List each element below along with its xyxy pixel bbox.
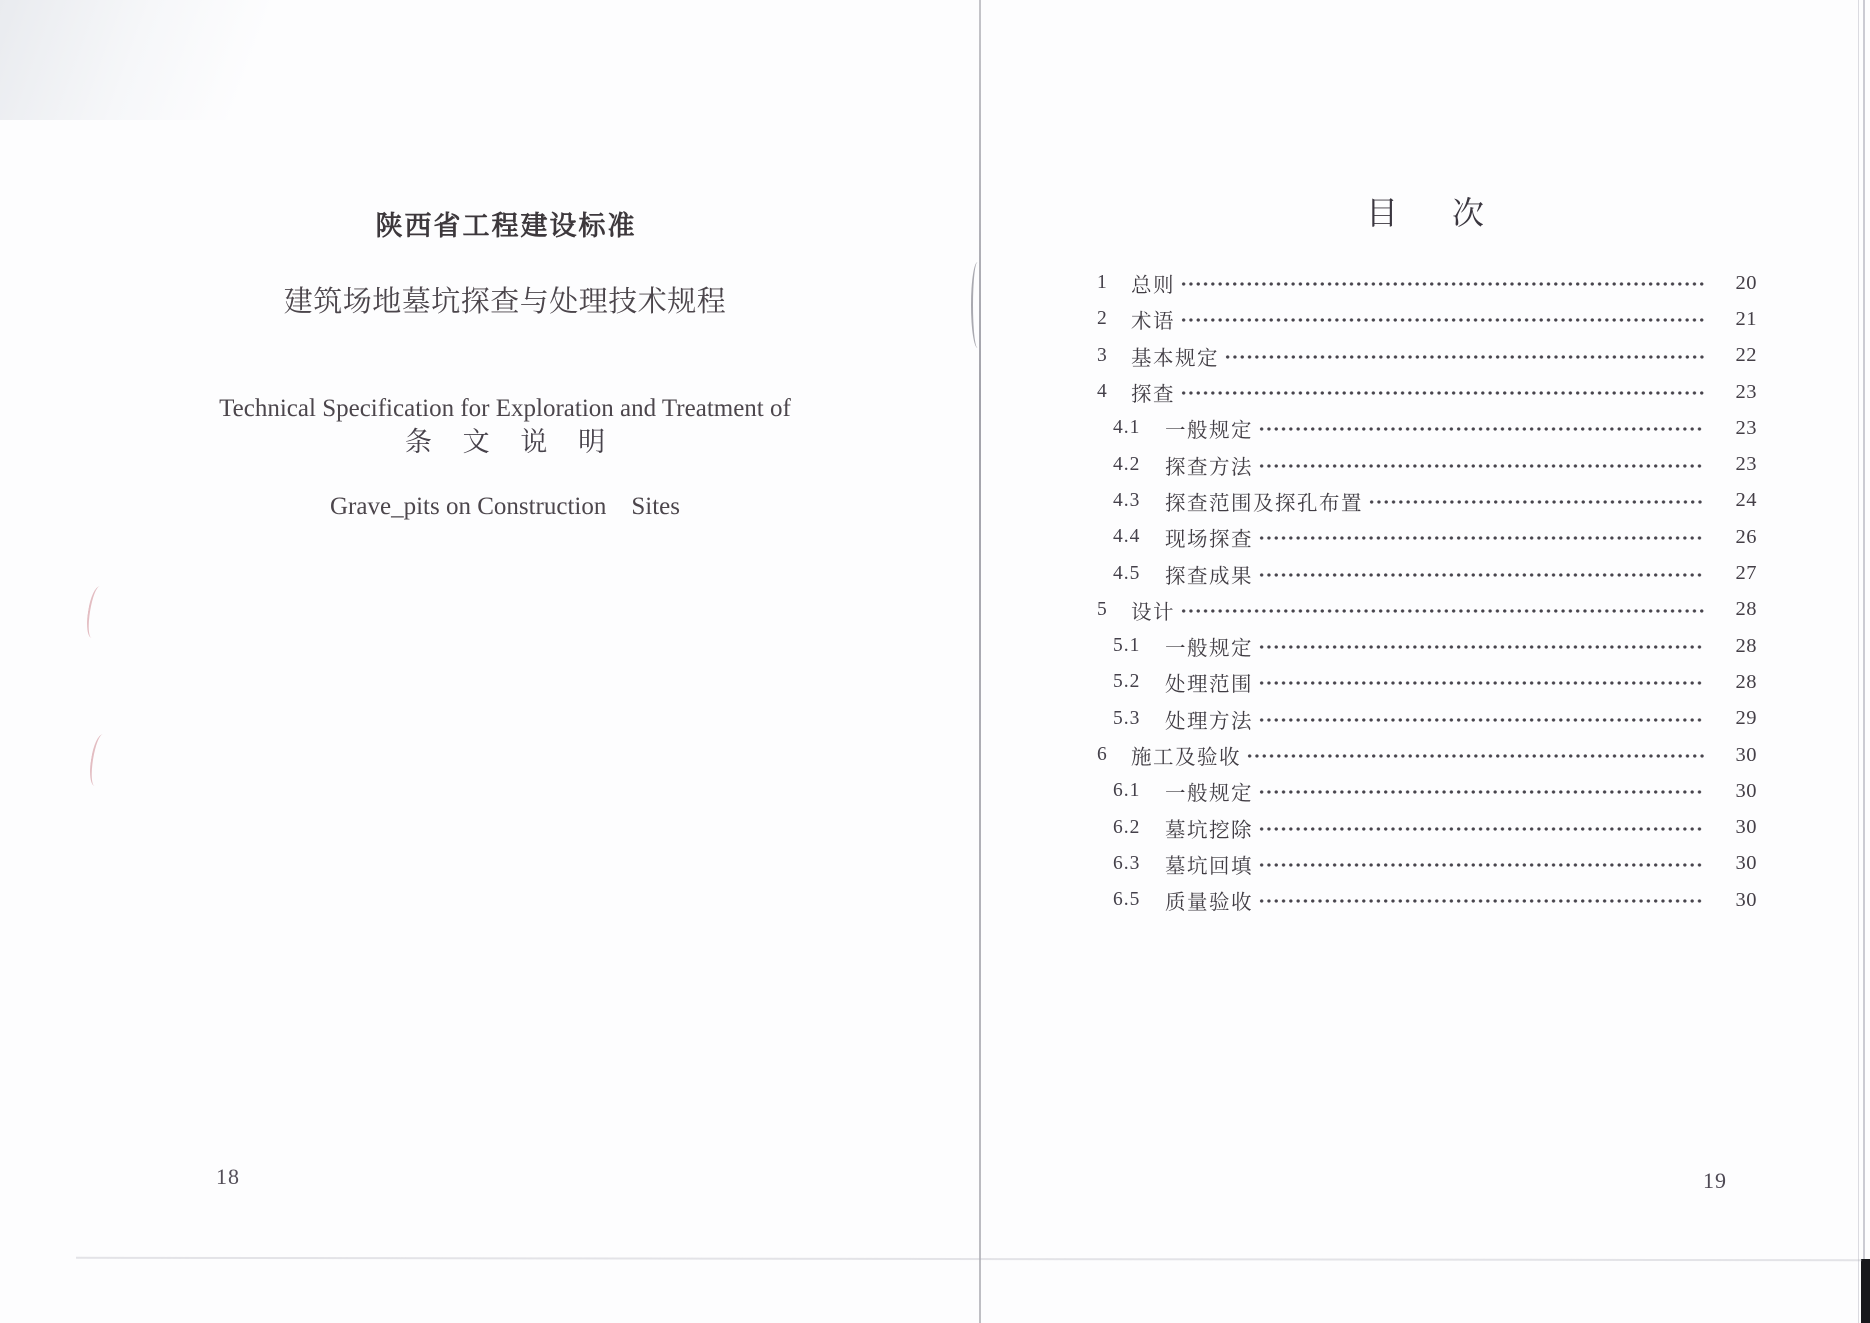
- toc-entry-number: 4.2: [1113, 453, 1141, 475]
- toc-entry-page: 30: [1735, 816, 1757, 839]
- toc-entry-number: 5.2: [1113, 671, 1141, 693]
- main-title-chinese: 建筑场地墓坑探查与处理技术规程: [283, 286, 727, 318]
- toc-entry-number: 4: [1097, 381, 1108, 403]
- toc-entry-number: 5.3: [1113, 707, 1141, 729]
- toc-entry-page: 28: [1735, 598, 1757, 621]
- toc-entry-label: 处理方法: [1165, 710, 1253, 733]
- toc-entry-label: 施工及验收: [1131, 747, 1241, 769]
- toc-entry-label: 探查方法: [1165, 456, 1253, 479]
- toc-row: [1095, 301, 1757, 337]
- toc-row: [1095, 809, 1757, 845]
- toc-entry-page: 30: [1735, 779, 1757, 802]
- toc-dot-leader: [1258, 822, 1705, 836]
- toc-row: [1095, 592, 1757, 628]
- standard-series-label: 陕西省工程建设标准: [375, 211, 637, 241]
- toc-entry-page: 22: [1735, 344, 1757, 367]
- toc-entry-page: 24: [1735, 489, 1757, 512]
- toc-row: [1095, 882, 1757, 918]
- toc-row: [1095, 773, 1757, 809]
- toc-entry-page: 30: [1735, 743, 1757, 766]
- toc-entry-page: 26: [1735, 525, 1757, 548]
- scan-corner-black: [1861, 1259, 1870, 1323]
- toc-entry-number: 1: [1097, 272, 1108, 294]
- toc-dot-leader: [1258, 713, 1705, 727]
- toc-entry-page: 23: [1735, 453, 1757, 476]
- volume-subtitle: 条 文 说 明: [404, 427, 618, 457]
- toc-row: [1095, 737, 1757, 773]
- toc-entry-number: 6.5: [1113, 889, 1141, 911]
- toc-dot-leader: [1180, 386, 1705, 400]
- toc-row: [1095, 846, 1757, 882]
- toc-entry-page: 23: [1735, 416, 1757, 439]
- toc-row: [1095, 374, 1757, 410]
- toc-row: [1095, 628, 1757, 664]
- toc-entry-label: 基本规定: [1131, 347, 1219, 370]
- right-page-number: 19: [1703, 1168, 1727, 1193]
- toc-entry-page: 27: [1735, 562, 1757, 585]
- page-edge-line: [1863, 0, 1865, 1323]
- toc-entry-number: 6.2: [1113, 816, 1141, 838]
- toc-row: [1095, 664, 1757, 700]
- toc-entry-label: 一般规定: [1165, 783, 1253, 806]
- toc-entry-label: 总则: [1131, 275, 1175, 298]
- main-title-english-line1: Technical Specification for Exploration and Treatment of: [219, 395, 791, 422]
- page-edge-line: [1858, 0, 1859, 1323]
- toc-entry-label: 质量验收: [1165, 892, 1253, 915]
- toc-entry-number: 4.3: [1113, 489, 1141, 511]
- toc-entry-number: 2: [1097, 308, 1108, 330]
- toc-dot-leader: [1258, 640, 1705, 654]
- toc-row: [1095, 555, 1757, 591]
- toc-entry-label: 设计: [1131, 601, 1175, 624]
- toc-entry-number: 5.1: [1113, 635, 1141, 657]
- toc-dot-leader: [1180, 604, 1705, 618]
- toc-entry-page: 30: [1735, 888, 1757, 911]
- toc-entry-label: 一般规定: [1165, 638, 1253, 661]
- toc-row: [1095, 446, 1757, 482]
- toc-row: [1095, 701, 1757, 737]
- toc-entry-number: 6.1: [1113, 780, 1141, 802]
- toc-row: [1095, 265, 1757, 301]
- toc-dot-leader: [1258, 785, 1705, 799]
- toc-row: [1095, 483, 1757, 519]
- toc-dot-leader: [1258, 858, 1705, 872]
- toc-entry-page: 28: [1735, 634, 1757, 657]
- toc-dot-leader: [1258, 422, 1705, 436]
- toc-entry-page: 23: [1735, 380, 1757, 403]
- toc-dot-leader: [1258, 676, 1705, 690]
- toc-entry-page: 20: [1735, 271, 1757, 294]
- toc-entry-label: 墓坑挖除: [1165, 819, 1253, 842]
- toc-dot-leader: [1180, 277, 1705, 291]
- toc-entry-label: 一般规定: [1165, 420, 1253, 443]
- toc-entry-number: 6: [1097, 744, 1108, 765]
- toc-entry-label: 现场探查: [1165, 529, 1253, 552]
- toc-entry-label: 探查: [1131, 384, 1175, 407]
- toc-row: [1095, 410, 1757, 446]
- toc-entry-number: 4.4: [1113, 526, 1141, 548]
- toc-entry-label: 墓坑回填: [1165, 855, 1253, 878]
- toc-row: [1095, 519, 1757, 555]
- toc-entry-number: 4.1: [1113, 417, 1141, 439]
- toc-entry-label: 探查成果: [1165, 565, 1253, 588]
- toc-heading: 目 次: [1365, 195, 1484, 231]
- toc-list: [1095, 265, 1757, 918]
- toc-dot-leader: [1258, 459, 1705, 473]
- toc-entry-page: 29: [1735, 707, 1757, 730]
- main-title-english-line2: Grave_pits on Construction Sites: [330, 492, 680, 520]
- toc-entry-number: 3: [1097, 344, 1108, 366]
- toc-entry-number: 4.5: [1113, 562, 1141, 584]
- toc-dot-leader: [1246, 749, 1705, 763]
- toc-dot-leader: [1224, 350, 1705, 364]
- toc-entry-label: 处理范围: [1165, 674, 1253, 697]
- toc-entry-page: 30: [1735, 852, 1757, 875]
- toc-row: [1095, 338, 1757, 374]
- toc-entry-label: 术语: [1131, 311, 1175, 334]
- toc-entry-page: 28: [1735, 670, 1757, 693]
- toc-entry-number: 6.3: [1113, 852, 1141, 874]
- toc-dot-leader: [1258, 894, 1705, 908]
- toc-entry-page: 21: [1735, 307, 1757, 330]
- toc-entry-number: 5: [1097, 598, 1108, 620]
- toc-dot-leader: [1258, 568, 1705, 582]
- left-page-number: 18: [216, 1164, 240, 1189]
- toc-dot-leader: [1180, 313, 1705, 327]
- toc-dot-leader: [1368, 495, 1705, 509]
- toc-dot-leader: [1258, 531, 1705, 545]
- toc-entry-label: 探查范围及探孔布置: [1165, 492, 1363, 515]
